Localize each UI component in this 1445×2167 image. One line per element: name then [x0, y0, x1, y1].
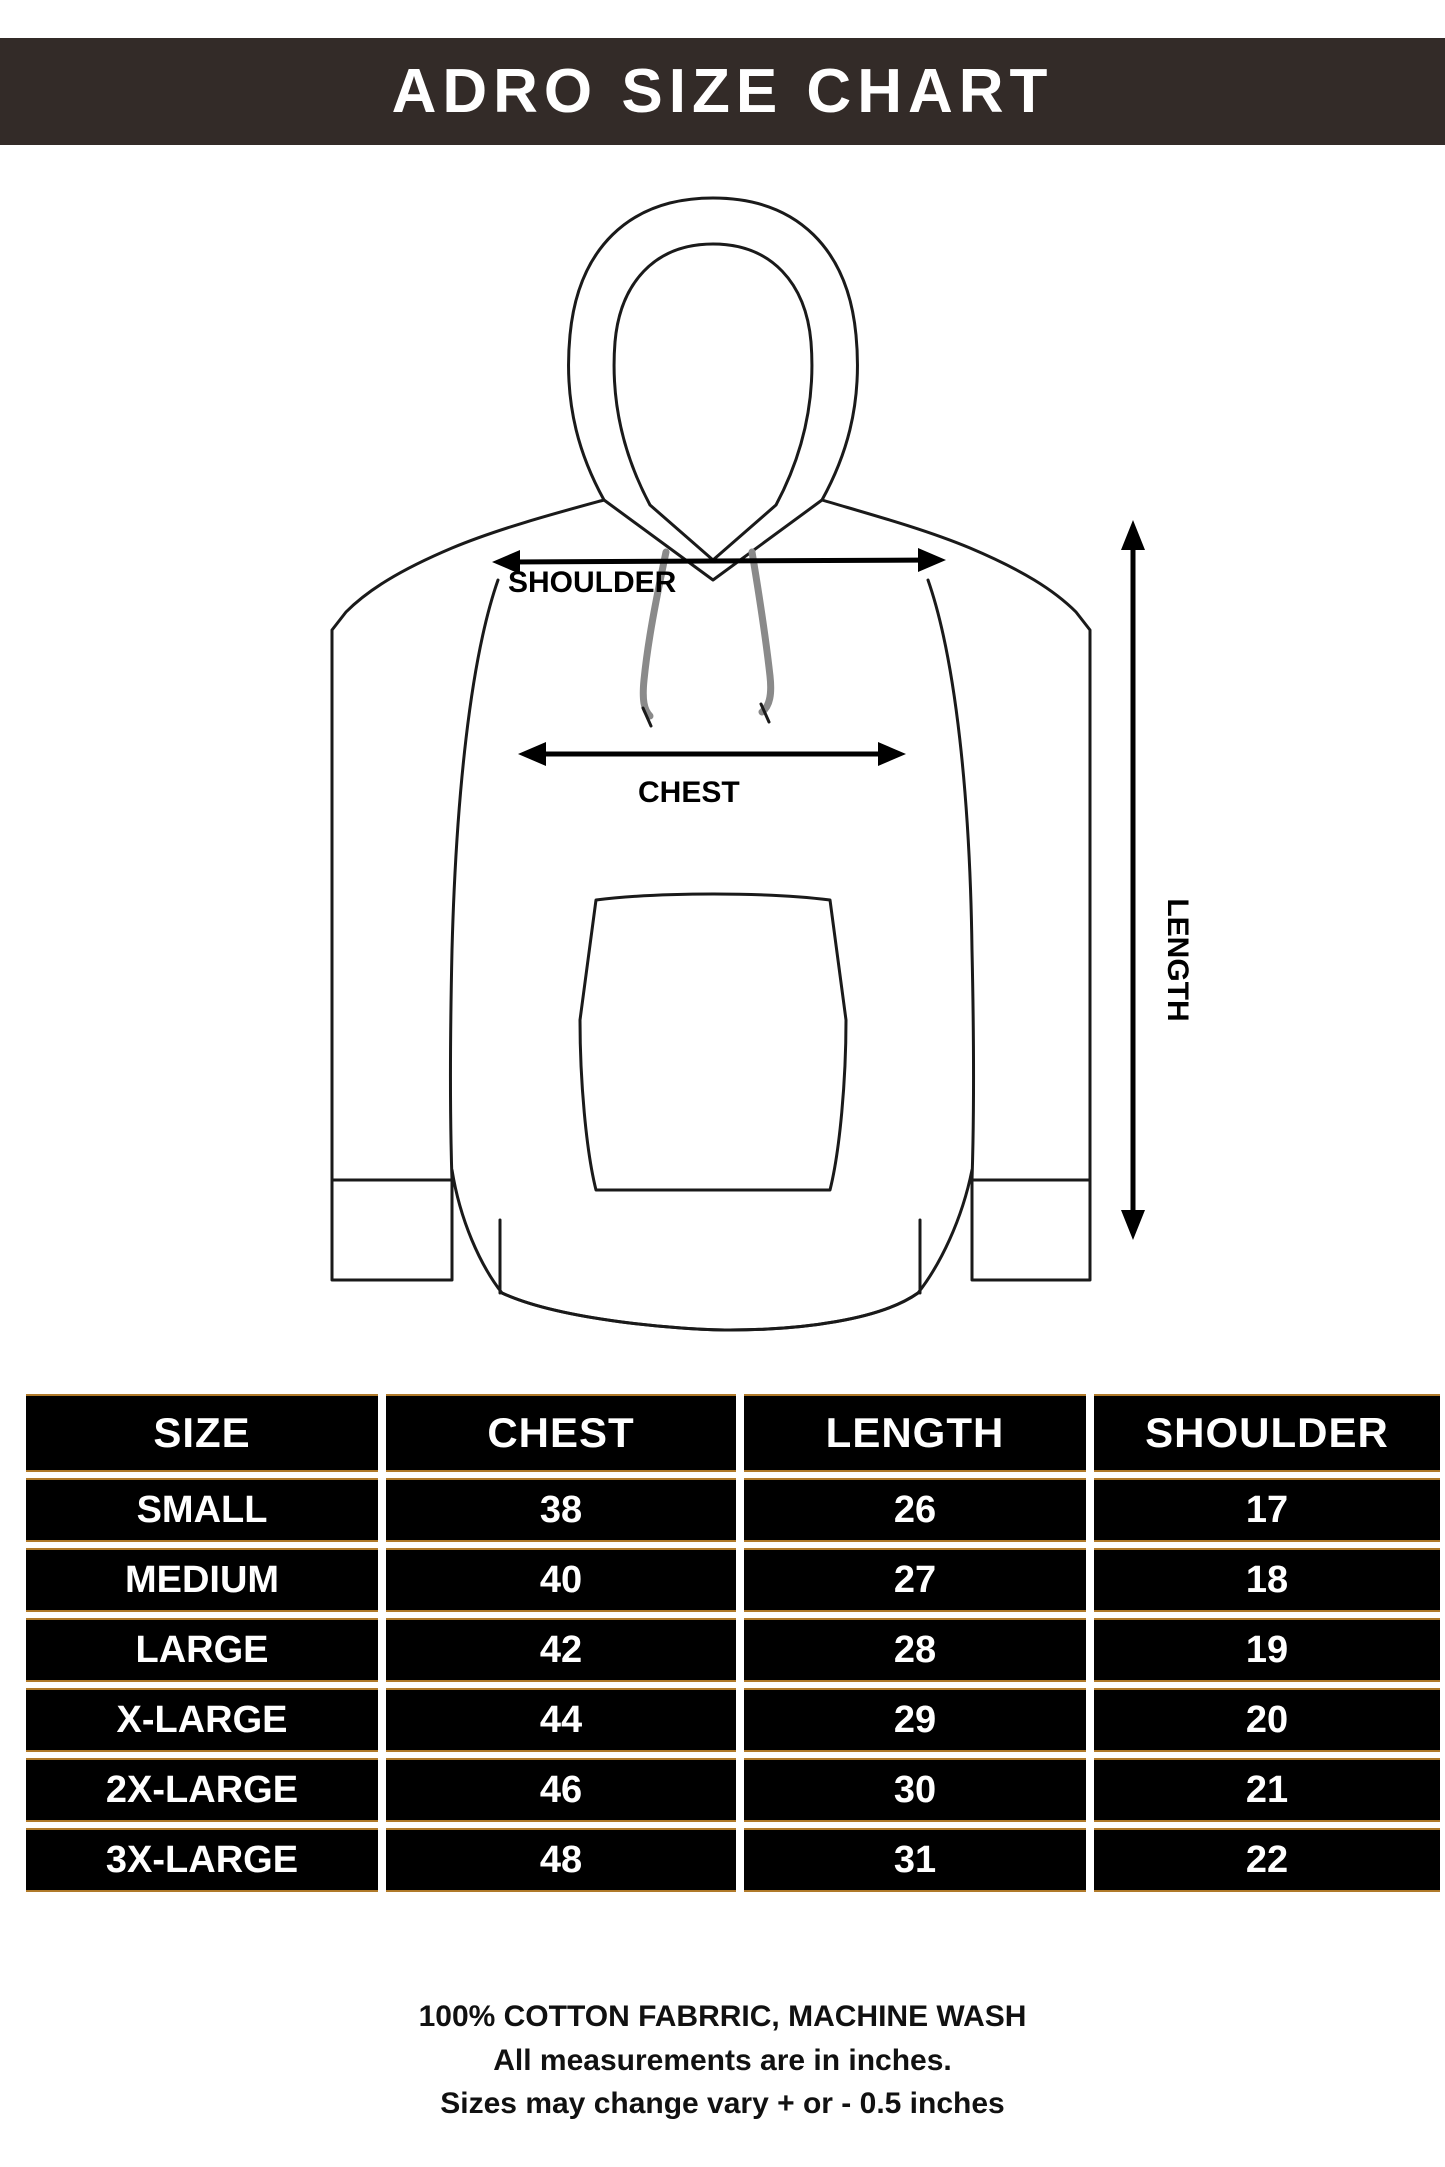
table-row	[26, 1758, 1440, 1822]
cell-shoulder: 20	[1094, 1688, 1440, 1752]
cell-shoulder: 18	[1094, 1548, 1440, 1612]
cell-chest: 42	[386, 1618, 736, 1682]
shoulder-label: SHOULDER	[508, 566, 677, 599]
length-label: LENGTH	[1161, 898, 1194, 1022]
header-bar	[0, 38, 1445, 145]
column-header-size: SIZE	[26, 1394, 378, 1472]
cell-chest: 40	[386, 1548, 736, 1612]
table-row	[26, 1618, 1440, 1682]
waistband	[502, 1293, 918, 1330]
hood-inner-outline	[614, 244, 812, 560]
right-drawcord	[752, 552, 771, 712]
column-header-length: LENGTH	[744, 1394, 1086, 1472]
column-header-shoulder: SHOULDER	[1094, 1394, 1440, 1472]
cell-length: 29	[744, 1688, 1086, 1752]
table-row	[26, 1478, 1440, 1542]
cell-shoulder: 19	[1094, 1618, 1440, 1682]
cell-size: X-LARGE	[26, 1688, 378, 1752]
cell-length: 27	[744, 1548, 1086, 1612]
cell-size: 2X-LARGE	[26, 1758, 378, 1822]
size-table	[18, 1388, 1445, 1898]
note-tolerance: Sizes may change vary + or - 0.5 inches	[440, 2087, 1005, 2120]
cell-shoulder: 21	[1094, 1758, 1440, 1822]
cell-size: 3X-LARGE	[26, 1828, 378, 1892]
body-outline	[332, 500, 1090, 1330]
size-table-wrapper	[18, 1388, 1428, 1898]
right-cuff	[972, 1180, 1090, 1280]
note-fabric: 100% COTTON FABRRIC, MACHINE WASH	[418, 2000, 1027, 2033]
cell-chest: 48	[386, 1828, 736, 1892]
cell-chest: 38	[386, 1478, 736, 1542]
page-title: ADRO SIZE CHART	[391, 56, 1054, 126]
cell-chest: 44	[386, 1688, 736, 1752]
kangaroo-pocket	[580, 894, 846, 1190]
cell-size: SMALL	[26, 1478, 378, 1542]
cell-size: LARGE	[26, 1618, 378, 1682]
drawcord-tips	[643, 704, 769, 726]
table-header-row	[26, 1394, 1440, 1472]
column-header-chest: CHEST	[386, 1394, 736, 1472]
hood-outline	[569, 198, 858, 580]
table-row	[26, 1688, 1440, 1752]
length-dimension-arrow	[1121, 520, 1145, 1240]
hoodie-diagram-svg	[0, 160, 1445, 1350]
chest-label: CHEST	[638, 776, 740, 809]
waistband-sides	[500, 1220, 920, 1293]
cell-length: 30	[744, 1758, 1086, 1822]
cell-length: 28	[744, 1618, 1086, 1682]
left-cuff	[332, 1180, 452, 1280]
cell-size: MEDIUM	[26, 1548, 378, 1612]
footer-notes	[0, 1995, 1445, 2126]
table-row	[26, 1548, 1440, 1612]
left-sleeve-seam	[451, 580, 499, 1180]
hoodie-illustration	[0, 160, 1445, 1350]
chest-dimension-arrow	[518, 742, 906, 766]
note-measurements: All measurements are in inches.	[493, 2043, 952, 2077]
table-row	[26, 1828, 1440, 1892]
cell-length: 31	[744, 1828, 1086, 1892]
cell-length: 26	[744, 1478, 1086, 1542]
cell-shoulder: 17	[1094, 1478, 1440, 1542]
right-sleeve-seam	[928, 580, 974, 1180]
cell-chest: 46	[386, 1758, 736, 1822]
cell-shoulder: 22	[1094, 1828, 1440, 1892]
